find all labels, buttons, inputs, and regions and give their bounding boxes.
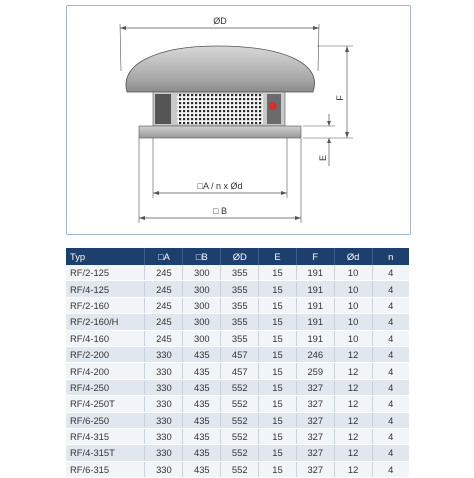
cell-n: 4: [372, 461, 409, 477]
label-top-diameter: ØD: [213, 16, 227, 26]
table-row: [66, 363, 409, 379]
table-row: [66, 412, 409, 428]
protective-grille: [177, 94, 263, 124]
cell-f: 327: [296, 412, 334, 428]
label-height: F: [335, 95, 345, 101]
cell-d-outer: 355: [221, 314, 259, 330]
header-n: n: [372, 248, 409, 265]
cell-a: 245: [145, 330, 183, 346]
cell-d-hole: 10: [334, 281, 372, 297]
cell-d-outer: 355: [221, 330, 259, 346]
cell-b: 300: [183, 330, 221, 346]
cell-a: 330: [145, 363, 183, 379]
cell-a: 245: [145, 314, 183, 330]
dim-extension-right: [318, 24, 319, 71]
header-a: □A: [145, 248, 183, 265]
cell-f: 246: [296, 346, 334, 362]
cell-typ: RF/2-125: [66, 265, 145, 281]
cell-e: 15: [259, 330, 297, 346]
cell-e: 15: [259, 346, 297, 362]
cell-typ: RF/2-200: [66, 346, 145, 362]
cell-d-hole: 10: [334, 297, 372, 313]
cell-n: 4: [372, 412, 409, 428]
table-row: [66, 346, 409, 362]
cell-f: 327: [296, 428, 334, 444]
table-body: [66, 265, 409, 478]
cell-e: 15: [259, 412, 297, 428]
cell-typ: RF/4-125: [66, 281, 145, 297]
cell-b: 300: [183, 265, 221, 281]
cell-n: 4: [372, 297, 409, 313]
cell-typ: RF/4-160: [66, 330, 145, 346]
cell-d-hole: 12: [334, 396, 372, 412]
cell-b: 300: [183, 314, 221, 330]
cell-a: 330: [145, 412, 183, 428]
cell-n: 4: [372, 445, 409, 461]
cell-n: 4: [372, 379, 409, 395]
header-typ: Typ: [66, 248, 145, 265]
cell-n: 4: [372, 346, 409, 362]
cell-d-outer: 355: [221, 297, 259, 313]
cell-e: 15: [259, 297, 297, 313]
cell-b: 300: [183, 297, 221, 313]
cell-b: 435: [183, 428, 221, 444]
cell-d-hole: 12: [334, 363, 372, 379]
cell-f: 191: [296, 265, 334, 281]
cell-d-hole: 12: [334, 379, 372, 395]
cell-b: 435: [183, 396, 221, 412]
table-row: [66, 297, 409, 313]
table-row: [66, 281, 409, 297]
cell-a: 330: [145, 461, 183, 477]
cell-b: 435: [183, 445, 221, 461]
cell-typ: RF/4-250T: [66, 396, 145, 412]
cell-n: 4: [372, 314, 409, 330]
table-row: [66, 461, 409, 477]
cell-f: 327: [296, 461, 334, 477]
base-flange: [139, 126, 301, 138]
cell-n: 4: [372, 428, 409, 444]
table-row: [66, 314, 409, 330]
fan-technical-drawing: [67, 6, 410, 234]
roof-cap-dome: [126, 46, 315, 92]
cell-a: 245: [145, 281, 183, 297]
cell-typ: RF/4-315: [66, 428, 145, 444]
table-row: [66, 396, 409, 412]
cell-typ: RF/6-250: [66, 412, 145, 428]
cell-e: 15: [259, 428, 297, 444]
cell-d-outer: 552: [221, 379, 259, 395]
cell-n: 4: [372, 396, 409, 412]
cell-e: 15: [259, 363, 297, 379]
cell-a: 245: [145, 265, 183, 281]
cell-e: 15: [259, 265, 297, 281]
cell-b: 435: [183, 379, 221, 395]
cell-f: 191: [296, 314, 334, 330]
cell-e: 15: [259, 281, 297, 297]
cell-typ: RF/4-200: [66, 363, 145, 379]
cell-typ: RF/2-160: [66, 297, 145, 313]
cell-b: 435: [183, 461, 221, 477]
cell-d-hole: 12: [334, 445, 372, 461]
cell-d-outer: 552: [221, 461, 259, 477]
cell-d-hole: 12: [334, 346, 372, 362]
cell-typ: RF/2-160/H: [66, 314, 145, 330]
header-b: □B: [183, 248, 221, 265]
cell-d-hole: 12: [334, 428, 372, 444]
cell-e: 15: [259, 396, 297, 412]
cell-f: 191: [296, 330, 334, 346]
cell-f: 327: [296, 396, 334, 412]
table-row: [66, 428, 409, 444]
cell-b: 435: [183, 346, 221, 362]
cell-typ: RF/6-315: [66, 461, 145, 477]
cell-b: 435: [183, 363, 221, 379]
cell-n: 4: [372, 265, 409, 281]
housing-left-band: [155, 94, 171, 124]
spec-table: [66, 248, 409, 478]
cell-d-hole: 10: [334, 330, 372, 346]
cell-d-outer: 552: [221, 445, 259, 461]
header-d-hole: Ød: [334, 248, 372, 265]
cell-d-outer: 552: [221, 412, 259, 428]
cell-d-outer: 457: [221, 363, 259, 379]
dim-extension-left: [120, 24, 121, 71]
cell-typ: RF/4-250: [66, 379, 145, 395]
cell-d-outer: 457: [221, 346, 259, 362]
cell-n: 4: [372, 281, 409, 297]
table-row: [66, 445, 409, 461]
cell-f: 191: [296, 281, 334, 297]
cell-a: 245: [145, 297, 183, 313]
cell-n: 4: [372, 363, 409, 379]
cell-d-hole: 12: [334, 461, 372, 477]
cell-d-outer: 552: [221, 396, 259, 412]
cell-n: 4: [372, 330, 409, 346]
cell-f: 259: [296, 363, 334, 379]
cell-f: 327: [296, 379, 334, 395]
cell-a: 330: [145, 379, 183, 395]
label-base-dimension: □ B: [213, 206, 227, 216]
cell-d-outer: 355: [221, 265, 259, 281]
technical-drawing-frame: [66, 5, 411, 235]
cell-b: 435: [183, 412, 221, 428]
table-header-row: [66, 248, 409, 265]
table-row: [66, 265, 409, 281]
cell-e: 15: [259, 445, 297, 461]
cell-a: 330: [145, 445, 183, 461]
cell-e: 15: [259, 314, 297, 330]
header-f: F: [296, 248, 334, 265]
cell-d-hole: 10: [334, 265, 372, 281]
cell-d-outer: 355: [221, 281, 259, 297]
cell-e: 15: [259, 461, 297, 477]
cell-a: 330: [145, 346, 183, 362]
cell-d-hole: 12: [334, 412, 372, 428]
cell-d-outer: 552: [221, 428, 259, 444]
label-inner-dimension: □A / n x Ød: [197, 181, 243, 191]
cell-b: 300: [183, 281, 221, 297]
table-row: [66, 330, 409, 346]
table-row: [66, 379, 409, 395]
motor-label-sticker: [269, 102, 277, 110]
cell-e: 15: [259, 379, 297, 395]
cell-a: 330: [145, 396, 183, 412]
cell-f: 327: [296, 445, 334, 461]
cell-typ: RF/4-315T: [66, 445, 145, 461]
label-flange: E: [318, 154, 328, 162]
cell-d-hole: 10: [334, 314, 372, 330]
header-e: E: [259, 248, 297, 265]
cell-a: 330: [145, 428, 183, 444]
header-d-outer: ØD: [221, 248, 259, 265]
cell-f: 191: [296, 297, 334, 313]
